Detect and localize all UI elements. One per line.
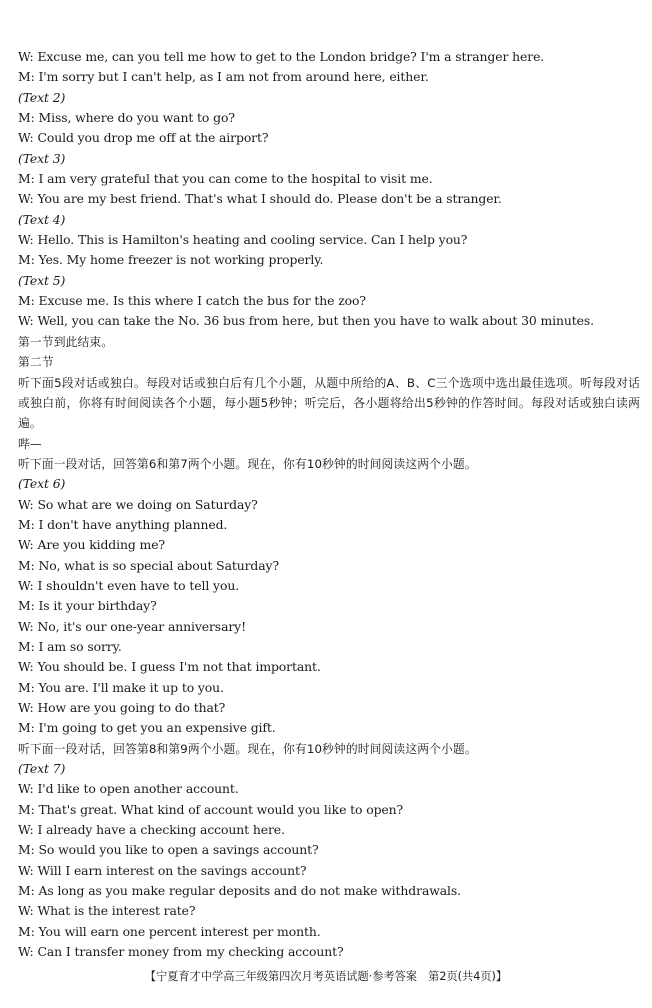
dialogue-line: M: You will earn one percent interest per month. bbox=[18, 923, 321, 939]
dialogue-line: W: Are you kidding me? bbox=[18, 537, 165, 553]
dialogue-line: W: I already have a checking account here. bbox=[18, 822, 285, 838]
instruction-paragraph: 听下面5段对话或独白。每段对话或独白后有几个小题，从题中所给的A、B、C三个选项中选出最佳选项。听每段对话或独白前，你将有时间阅读各个小题，每小题5秒钟；听完后，各小题将给出5秒钟的作答时间。每段对话或独白读两遍。 bbox=[18, 375, 640, 431]
instruction-line: 第一节到此结束。 bbox=[18, 334, 114, 349]
dialogue-line: M: I'm sorry but I can't help, as I am not from around here, either. bbox=[18, 69, 429, 85]
instruction-line: 听下面一段对话，回答第8和第9两个小题。现在，你有10秒钟的时间阅读这两个小题。 bbox=[18, 741, 477, 756]
text-section-label: (Text 7) bbox=[18, 761, 66, 777]
dialogue-line: W: So what are we doing on Saturday? bbox=[18, 496, 258, 512]
dialogue-line: M: Yes. My home freezer is not working properly. bbox=[18, 252, 324, 268]
text-section-label: (Text 3) bbox=[18, 150, 66, 166]
dialogue-line: W: I shouldn't even have to tell you. bbox=[18, 577, 240, 593]
dialogue-line: W: I'd like to open another account. bbox=[18, 781, 239, 797]
dialogue-line: M: Excuse me. Is this where I catch the bus for the zoo? bbox=[18, 293, 366, 309]
text-section-label: (Text 4) bbox=[18, 211, 66, 227]
dialogue-line: W: Well, you can take the No. 36 bus from here, but then you have to walk about 30 minutes. bbox=[18, 313, 595, 329]
text-section-label: (Text 2) bbox=[18, 89, 66, 105]
dialogue-line: W: Excuse me, can you tell me how to get to the London bridge? I'm a stranger here. bbox=[18, 49, 545, 64]
dialogue-line: M: I am so sorry. bbox=[18, 638, 122, 654]
dialogue-line: M: I am very grateful that you can come to the hospital to visit me. bbox=[18, 171, 433, 187]
dialogue-line: W: No, it's our one-year anniversary! bbox=[18, 618, 246, 634]
dialogue-line: M: As long as you make regular deposits and do not make withdrawals. bbox=[18, 883, 461, 899]
dialogue-line: M: I don't have anything planned. bbox=[18, 516, 228, 532]
dialogue-line: W: Will I earn interest on the savings account? bbox=[18, 862, 307, 878]
dialogue-line: W: You should be. I guess I'm not that important. bbox=[18, 659, 321, 675]
transcript-body bbox=[18, 47, 640, 962]
page-footer: 【宁夏育才中学高三年级第四次月考英语试题·参考答案 第2页(共4页)】 bbox=[144, 970, 508, 983]
dialogue-line: M: Is it your birthday? bbox=[18, 598, 157, 614]
instruction-line: 听下面一段对话，回答第6和第7两个小题。现在，你有10秒钟的时间阅读这两个小题。 bbox=[18, 456, 477, 471]
dialogue-line: W: How are you going to do that? bbox=[18, 700, 226, 715]
instruction-line: 第二节 bbox=[18, 355, 54, 370]
dialogue-line: M: So would you like to open a savings account? bbox=[18, 842, 319, 858]
text-section-label: (Text 6) bbox=[18, 476, 66, 492]
instruction-line: 哔— bbox=[18, 436, 42, 451]
dialogue-line: M: No, what is so special about Saturday? bbox=[18, 557, 279, 573]
dialogue-line: W: You are my best friend. That's what I should do. Please don't be a stranger. bbox=[18, 191, 502, 207]
dialogue-line: W: Hello. This is Hamilton's heating and cooling service. Can I help you? bbox=[18, 232, 468, 248]
dialogue-line: M: Miss, where do you want to go? bbox=[18, 110, 235, 126]
text-section-label: (Text 5) bbox=[18, 272, 66, 288]
dialogue-line: W: Could you drop me off at the airport? bbox=[18, 130, 269, 146]
dialogue-line: W: Can I transfer money from my checking account? bbox=[18, 944, 344, 960]
dialogue-line: M: That's great. What kind of account would you like to open? bbox=[18, 801, 404, 817]
dialogue-line: M: I'm going to get you an expensive gift. bbox=[18, 720, 276, 736]
dialogue-line: M: You are. I'll make it up to you. bbox=[18, 679, 224, 695]
dialogue-line: W: What is the interest rate? bbox=[18, 903, 196, 919]
